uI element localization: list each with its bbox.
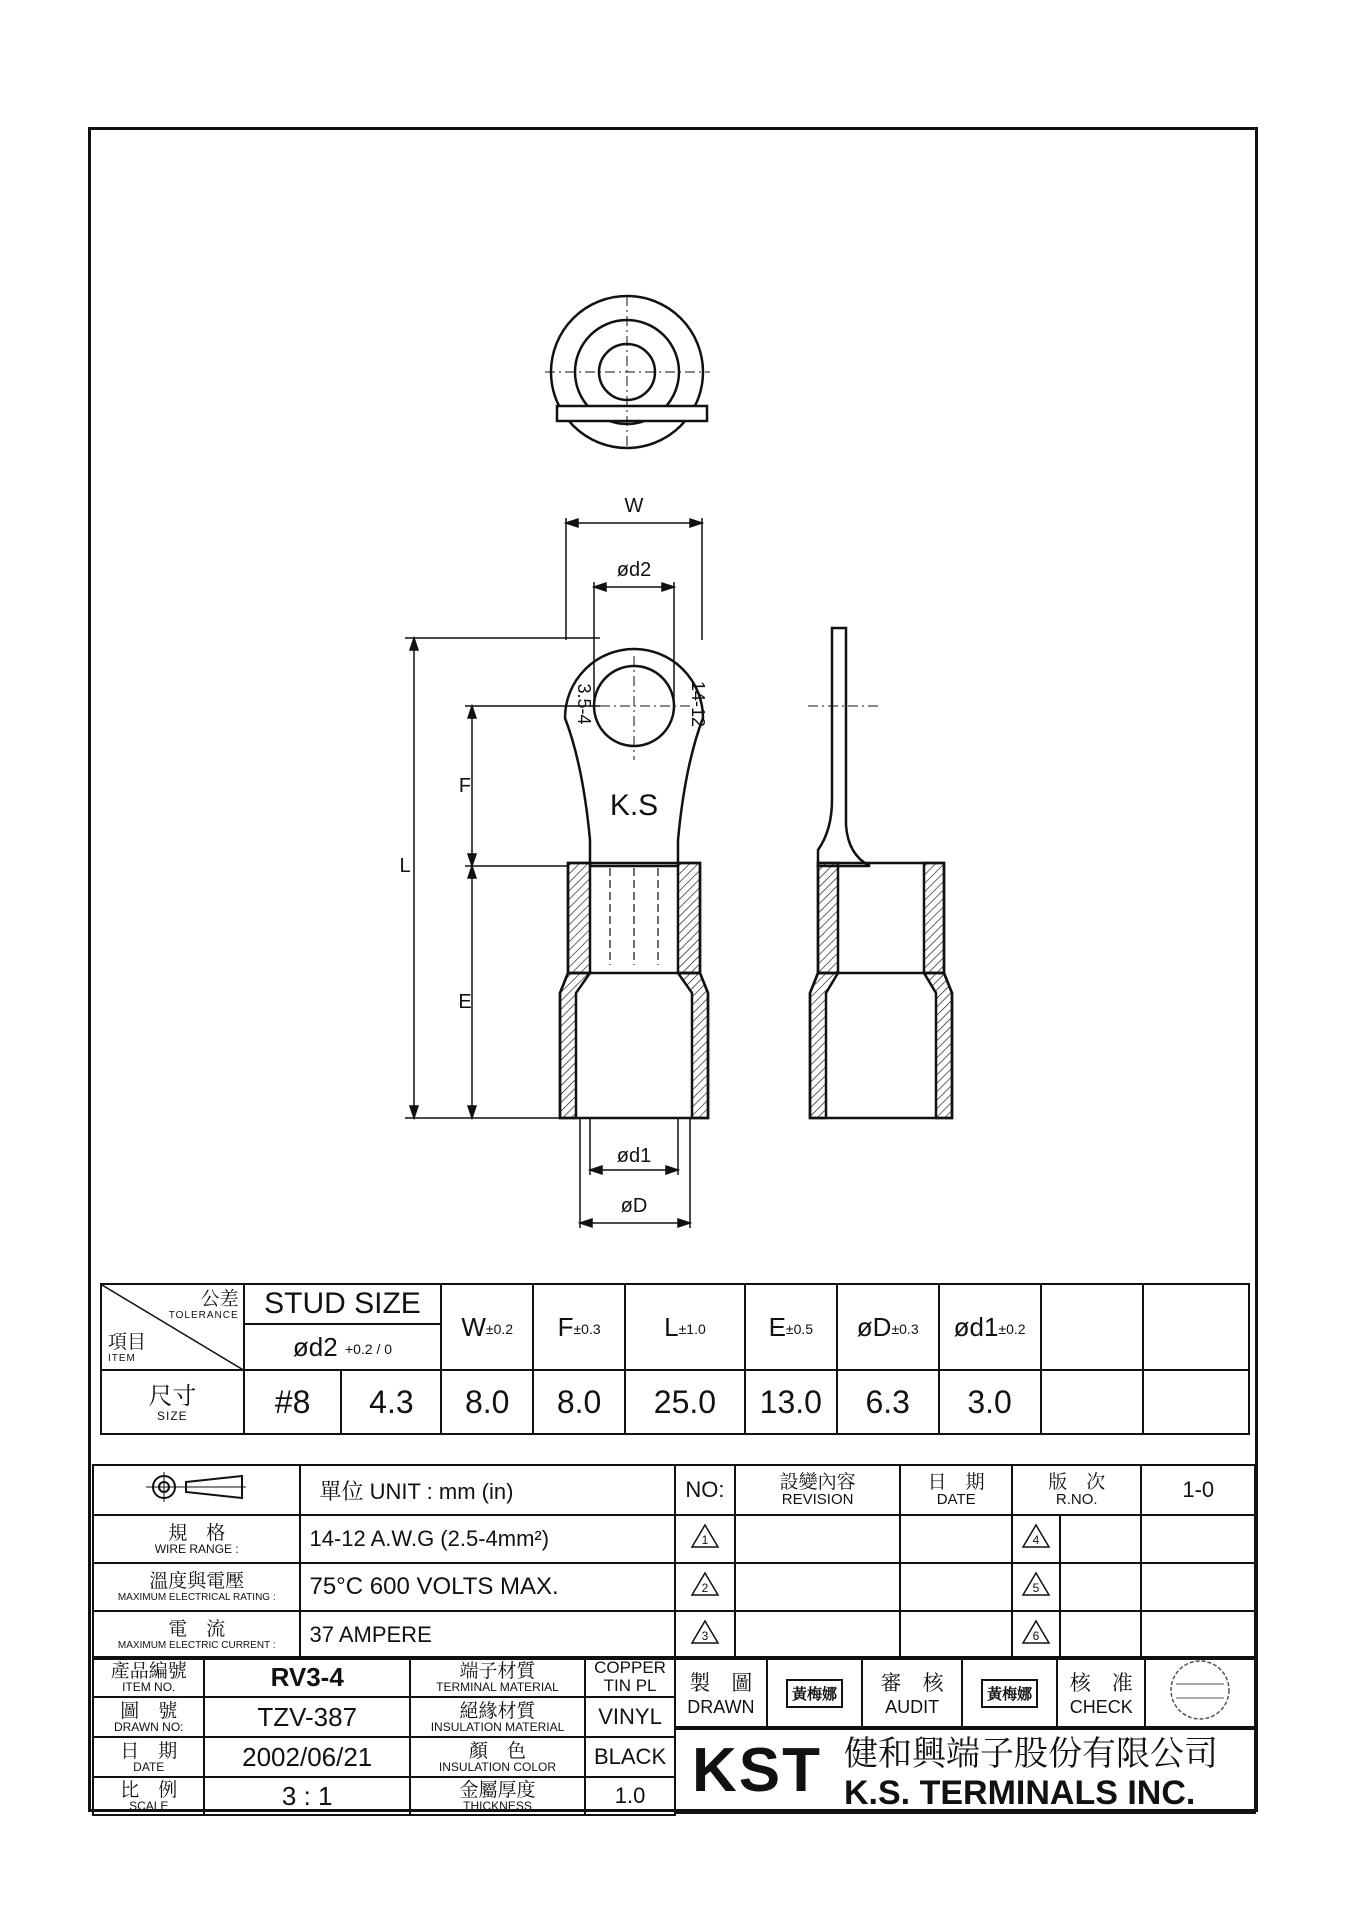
check-seal — [1145, 1657, 1255, 1729]
rev-date-4 — [1141, 1515, 1255, 1563]
drawn-no-value: TZV-387 — [204, 1697, 409, 1737]
tolerance-en: TOLERANCE — [168, 1310, 239, 1321]
rev-content-6 — [1060, 1611, 1142, 1659]
tolerance-item-header — [101, 1284, 244, 1370]
d2-value: 4.3 — [341, 1370, 441, 1434]
right-size-mark: 14-12 — [688, 680, 708, 728]
dim-d2-label: ød2 — [616, 559, 652, 581]
audit-sign: 黃梅娜 — [962, 1657, 1057, 1729]
wire-range-label: 規 格 WIRE RANGE : — [93, 1515, 300, 1563]
rev-date-5 — [1141, 1563, 1255, 1611]
revision-table — [674, 1464, 1256, 1660]
rev-mark-3 — [675, 1611, 735, 1659]
date-label: 日 期 DATE — [93, 1737, 204, 1777]
col-od1-header: ød1±0.2 — [939, 1284, 1041, 1370]
od-value: 6.3 — [837, 1370, 939, 1434]
title-block-left — [92, 1464, 676, 1660]
rev-content-2 — [735, 1563, 900, 1611]
rating-value: 75°C 600 VOLTS MAX. — [300, 1563, 675, 1611]
thickness-value: 1.0 — [585, 1777, 675, 1815]
left-size-mark: 3.5-4 — [574, 683, 594, 725]
rno-header: 版 次 R.NO. — [1012, 1465, 1142, 1515]
side-view — [808, 628, 952, 1118]
projection-symbol — [93, 1465, 300, 1515]
item-cn: 項目 — [108, 1331, 147, 1353]
scale-label: 比 例 SCALE — [93, 1777, 204, 1815]
drawn-sign: 黃梅娜 — [767, 1657, 862, 1729]
company-name-en: K.S. TERMINALS INC. — [844, 1774, 1196, 1812]
audit-label: 審 核 AUDIT — [862, 1657, 962, 1729]
current-label: 電 流 MAXIMUM ELECTRIC CURRENT : — [93, 1611, 300, 1659]
empty-header-1 — [1041, 1284, 1144, 1370]
company-block — [674, 1726, 1256, 1814]
col-od-header: øD±0.3 — [837, 1284, 939, 1370]
item-no-label: 產品編號 ITEM NO. — [93, 1657, 204, 1697]
rev-content-3 — [735, 1611, 900, 1659]
dim-l-label: L — [399, 855, 411, 877]
current-value: 37 AMPERE — [300, 1611, 675, 1659]
rev-date-header: 日 期 DATE — [900, 1465, 1012, 1515]
rev-mark-6 — [1012, 1611, 1060, 1659]
date-value: 2002/06/21 — [204, 1737, 409, 1777]
rating-label: 溫度與電壓 MAXIMUM ELECTRICAL RATING : — [93, 1563, 300, 1611]
drawn-no-label: 圖 號 DRAWN NO: — [93, 1697, 204, 1737]
rev-no-header: NO: — [675, 1465, 735, 1515]
dimension-labels — [399, 495, 708, 1217]
rev-content-4 — [1060, 1515, 1142, 1563]
projection-icon — [142, 1472, 252, 1502]
stud-value: #8 — [244, 1370, 342, 1434]
rev-date-2 — [900, 1563, 1012, 1611]
approval-seal — [1160, 1658, 1240, 1722]
revision-header: 設變內容 REVISION — [735, 1465, 900, 1515]
rev-mark-4 — [1012, 1515, 1060, 1563]
dim-f-label: F — [458, 775, 472, 797]
col-f-header: F±0.3 — [533, 1284, 625, 1370]
col-w-header: W±0.2 — [441, 1284, 533, 1370]
item-no-value: RV3-4 — [204, 1657, 409, 1697]
rev-mark-5 — [1012, 1563, 1060, 1611]
scale-value: 3 : 1 — [204, 1777, 409, 1815]
kst-logo: KST — [692, 1736, 822, 1805]
check-label: 核 准 CHECK — [1057, 1657, 1145, 1729]
rev-content-5 — [1060, 1563, 1142, 1611]
svg-text:4: 4 — [1032, 1533, 1040, 1547]
w-value: 8.0 — [441, 1370, 533, 1434]
rev-date-6 — [1141, 1611, 1255, 1659]
unit-cell: 單位 UNIT : mm (in) — [300, 1465, 675, 1515]
approval-table — [674, 1656, 1256, 1730]
empty-value-2 — [1143, 1370, 1249, 1434]
svg-text:1: 1 — [701, 1533, 709, 1547]
svg-text:6: 6 — [1032, 1629, 1040, 1643]
rev-date-3 — [900, 1611, 1012, 1659]
empty-header-2 — [1143, 1284, 1249, 1370]
size-label: 尺寸 SIZE — [101, 1370, 244, 1434]
empty-value-1 — [1041, 1370, 1144, 1434]
stud-size-header: STUD SIZE — [244, 1284, 442, 1324]
wire-range-value: 14-12 A.W.G (2.5-4mm²) — [300, 1515, 675, 1563]
rno-value: 1-0 — [1141, 1465, 1255, 1515]
d2-header: ød2 +0.2 / 0 — [244, 1324, 442, 1370]
dim-w-label: W — [624, 495, 644, 517]
rev-mark-2 — [675, 1563, 735, 1611]
item-en: ITEM — [108, 1353, 136, 1364]
rev-content-1 — [735, 1515, 900, 1563]
insulation-material-label: 絕緣材質 INSULATION MATERIAL — [410, 1697, 585, 1737]
thickness-label: 金屬厚度 THICKNESS — [410, 1777, 585, 1815]
dim-d-label: øD — [620, 1195, 648, 1217]
rev-date-1 — [900, 1515, 1012, 1563]
terminal-material-label: 端子材質 TERMINAL MATERIAL — [410, 1657, 585, 1697]
insulation-material-value: VINYL — [585, 1697, 675, 1737]
svg-text:2: 2 — [701, 1581, 709, 1595]
drawn-label: 製 圖 DRAWN — [675, 1657, 767, 1729]
svg-text:5: 5 — [1032, 1581, 1040, 1595]
insulation-color-label: 顏 色 INSULATION COLOR — [410, 1737, 585, 1777]
l-value: 25.0 — [625, 1370, 745, 1434]
svg-text:3: 3 — [701, 1629, 709, 1643]
item-info-table — [92, 1656, 676, 1816]
dim-d1-label: ød1 — [616, 1145, 652, 1167]
e-value: 13.0 — [745, 1370, 837, 1434]
top-view — [545, 296, 710, 450]
ks-mark: K.S — [609, 789, 659, 822]
od1-value: 3.0 — [939, 1370, 1041, 1434]
dim-e-label: E — [458, 991, 472, 1013]
terminal-material-value: COPPER TIN PL — [585, 1657, 675, 1697]
f-value: 8.0 — [533, 1370, 625, 1434]
insulation-color-value: BLACK — [585, 1737, 675, 1777]
rev-mark-1 — [675, 1515, 735, 1563]
col-l-header: L±1.0 — [625, 1284, 745, 1370]
tolerance-cn: 公差 — [200, 1288, 239, 1310]
col-e-header: E±0.5 — [745, 1284, 837, 1370]
spec-table — [100, 1283, 1250, 1435]
company-name-cn: 健和興端子股份有限公司 — [844, 1734, 1218, 1774]
